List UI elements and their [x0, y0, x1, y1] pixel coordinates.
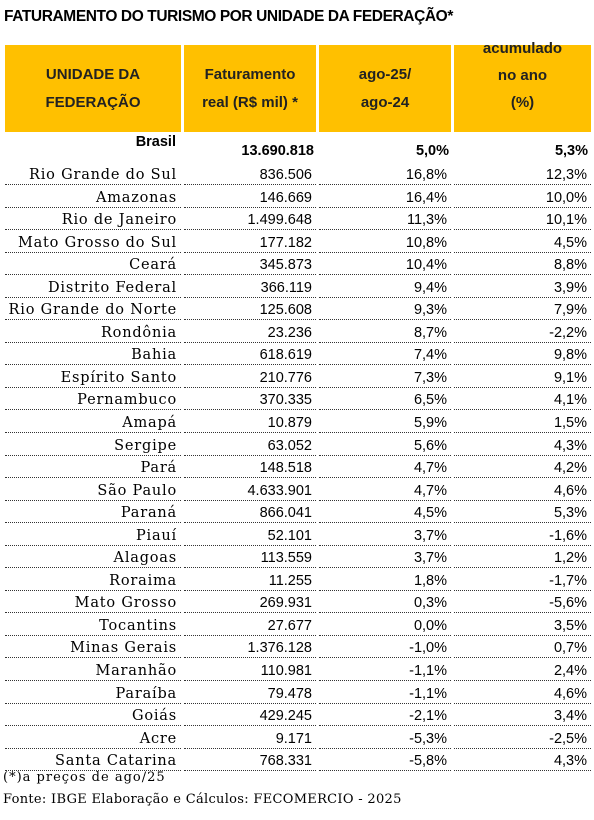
cell-acumulado: 8,8% [454, 254, 591, 275]
table-row [0, 660, 594, 683]
brasil-name: Brasil [135, 134, 176, 150]
table-row [0, 232, 594, 255]
cell-variacao: 6,5% [319, 389, 451, 410]
table-row [0, 502, 594, 525]
cell-acumulado: 4,3% [454, 435, 591, 456]
header-var-line1: ago-25/ [358, 65, 412, 83]
cell-faturamento: 1.499.648 [184, 209, 316, 230]
cell-faturamento: 27.677 [184, 615, 316, 636]
cell-acumulado: -2,5% [454, 728, 591, 749]
cell-unidade-federacao: Piauí [5, 525, 181, 546]
table-row [0, 457, 594, 480]
cell-variacao: 5,6% [319, 435, 451, 456]
table-row [0, 525, 594, 548]
header-uf-line1: UNIDADE DA [45, 65, 141, 83]
table-row [0, 412, 594, 435]
cell-variacao: 3,7% [319, 525, 451, 546]
cell-acumulado: 3,9% [454, 277, 591, 298]
table-row [0, 164, 594, 187]
cell-unidade-federacao: Sergipe [5, 435, 181, 456]
cell-unidade-federacao: Bahia [5, 344, 181, 365]
table-row [0, 299, 594, 322]
header-acum-line1: acumulado [482, 40, 563, 57]
cell-variacao: 9,4% [319, 277, 451, 298]
cell-faturamento: 52.101 [184, 525, 316, 546]
cell-unidade-federacao: Ceará [5, 254, 181, 275]
cell-acumulado: 4,1% [454, 389, 591, 410]
cell-acumulado: 2,4% [454, 660, 591, 681]
cell-variacao: 0,3% [319, 592, 451, 613]
cell-faturamento: 345.873 [184, 254, 316, 275]
header-acum-line2: no ano [497, 67, 548, 84]
cell-acumulado: -1,7% [454, 570, 591, 591]
footnote: (*)a preços de ago/25 [3, 770, 166, 785]
cell-faturamento: 4.633.901 [184, 480, 316, 501]
cell-unidade-federacao: Pará [5, 457, 181, 478]
cell-unidade-federacao: Roraima [5, 570, 181, 591]
table-row [0, 322, 594, 345]
table-row [0, 615, 594, 638]
cell-unidade-federacao: Espírito Santo [5, 367, 181, 388]
table-body [0, 164, 594, 773]
cell-unidade-federacao: Pernambuco [5, 389, 181, 410]
cell-variacao: 7,4% [319, 344, 451, 365]
table-row [0, 592, 594, 615]
cell-faturamento: 9.171 [184, 728, 316, 749]
cell-variacao: 4,7% [319, 457, 451, 478]
cell-acumulado: 10,1% [454, 209, 591, 230]
cell-variacao: 4,5% [319, 502, 451, 523]
cell-unidade-federacao: Acre [5, 728, 181, 749]
cell-acumulado: 1,2% [454, 547, 591, 568]
cell-acumulado: -2,2% [454, 322, 591, 343]
cell-faturamento: 63.052 [184, 435, 316, 456]
cell-acumulado: 1,5% [454, 412, 591, 433]
cell-variacao: 8,7% [319, 322, 451, 343]
cell-variacao: 1,8% [319, 570, 451, 591]
cell-acumulado: 12,3% [454, 164, 591, 185]
header-acumulado [454, 40, 591, 132]
cell-unidade-federacao: Rondônia [5, 322, 181, 343]
cell-faturamento: 866.041 [184, 502, 316, 523]
cell-faturamento: 23.236 [184, 322, 316, 343]
cell-faturamento: 110.981 [184, 660, 316, 681]
cell-faturamento: 836.506 [184, 164, 316, 185]
cell-acumulado: 10,0% [454, 187, 591, 208]
table-row [0, 187, 594, 210]
cell-acumulado: 4,3% [454, 750, 591, 771]
header-uf-line2: FEDERAÇÃO [45, 93, 141, 111]
cell-acumulado: 9,1% [454, 367, 591, 388]
table-row [0, 344, 594, 367]
cell-acumulado: 7,9% [454, 299, 591, 320]
cell-acumulado: -5,6% [454, 592, 591, 613]
cell-faturamento: 79.478 [184, 683, 316, 704]
cell-faturamento: 370.335 [184, 389, 316, 410]
cell-faturamento: 177.182 [184, 232, 316, 253]
header-fat-line1: Faturamento [204, 65, 296, 83]
cell-unidade-federacao: Mato Grosso do Sul [5, 232, 181, 253]
cell-unidade-federacao: Amazonas [5, 187, 181, 208]
cell-unidade-federacao: Amapá [5, 412, 181, 433]
cell-unidade-federacao: Tocantins [5, 615, 181, 636]
cell-unidade-federacao: Minas Gerais [5, 637, 181, 658]
cell-faturamento: 366.119 [184, 277, 316, 298]
cell-faturamento: 768.331 [184, 750, 316, 771]
cell-faturamento: 146.669 [184, 187, 316, 208]
cell-faturamento: 113.559 [184, 547, 316, 568]
cell-faturamento: 618.619 [184, 344, 316, 365]
cell-variacao: 16,8% [319, 164, 451, 185]
cell-acumulado: 4,5% [454, 232, 591, 253]
cell-variacao: -1,0% [319, 637, 451, 658]
cell-variacao: 7,3% [319, 367, 451, 388]
table-header [0, 40, 594, 132]
table-row [0, 389, 594, 412]
cell-variacao: -2,1% [319, 705, 451, 726]
cell-variacao: 4,7% [319, 480, 451, 501]
cell-acumulado: 4,2% [454, 457, 591, 478]
brasil-acumulado: 5,3% [554, 143, 588, 159]
cell-unidade-federacao: Santa Catarina [5, 750, 181, 771]
cell-faturamento: 125.608 [184, 299, 316, 320]
cell-unidade-federacao: Distrito Federal [5, 277, 181, 298]
cell-variacao: -1,1% [319, 683, 451, 704]
cell-faturamento: 1.376.128 [184, 637, 316, 658]
cell-unidade-federacao: Goiás [5, 705, 181, 726]
header-acum-line3: (%) [510, 94, 535, 111]
cell-acumulado: 3,5% [454, 615, 591, 636]
cell-unidade-federacao: Alagoas [5, 547, 181, 568]
cell-acumulado: 5,3% [454, 502, 591, 523]
header-var-line2: ago-24 [360, 93, 410, 111]
header-fat-line2: real (R$ mil) * [202, 93, 298, 111]
cell-unidade-federacao: Rio Grande do Norte [5, 299, 181, 320]
cell-variacao: 9,3% [319, 299, 451, 320]
cell-faturamento: 11.255 [184, 570, 316, 591]
cell-variacao: -5,3% [319, 728, 451, 749]
cell-acumulado: 4,6% [454, 480, 591, 501]
cell-faturamento: 148.518 [184, 457, 316, 478]
cell-unidade-federacao: Paraíba [5, 683, 181, 704]
table-row [0, 480, 594, 503]
table-row [0, 547, 594, 570]
source-note: Fonte: IBGE Elaboração e Cálculos: FECOMERCIO - 2025 [3, 792, 402, 807]
cell-variacao: -5,8% [319, 750, 451, 771]
cell-acumulado: 9,8% [454, 344, 591, 365]
cell-unidade-federacao: Rio de Janeiro [5, 209, 181, 230]
header-faturamento [184, 45, 316, 132]
cell-unidade-federacao: Paraná [5, 502, 181, 523]
cell-variacao: 10,4% [319, 254, 451, 275]
table-row [0, 367, 594, 390]
cell-unidade-federacao: São Paulo [5, 480, 181, 501]
cell-acumulado: 3,4% [454, 705, 591, 726]
header-variacao [319, 45, 451, 132]
table-row [0, 254, 594, 277]
cell-faturamento: 429.245 [184, 705, 316, 726]
table-row [0, 570, 594, 593]
cell-faturamento: 210.776 [184, 367, 316, 388]
table-row [0, 435, 594, 458]
header-unidade-federacao [5, 45, 181, 132]
cell-unidade-federacao: Maranhão [5, 660, 181, 681]
cell-variacao: 3,7% [319, 547, 451, 568]
cell-variacao: 10,8% [319, 232, 451, 253]
cell-variacao: 0,0% [319, 615, 451, 636]
table-row [0, 209, 594, 232]
brasil-variacao: 5,0% [415, 143, 449, 159]
cell-unidade-federacao: Rio Grande do Sul [5, 164, 181, 185]
cell-variacao: 16,4% [319, 187, 451, 208]
brasil-total-row [0, 132, 594, 164]
cell-variacao: 5,9% [319, 412, 451, 433]
cell-variacao: 11,3% [319, 209, 451, 230]
cell-faturamento: 10.879 [184, 412, 316, 433]
table-row [0, 637, 594, 660]
cell-acumulado: 4,6% [454, 683, 591, 704]
cell-variacao: -1,1% [319, 660, 451, 681]
cell-unidade-federacao: Mato Grosso [5, 592, 181, 613]
cell-faturamento: 269.931 [184, 592, 316, 613]
page-title: FATURAMENTO DO TURISMO POR UNIDADE DA FEDERAÇÃO* [4, 8, 453, 25]
cell-acumulado: 0,7% [454, 637, 591, 658]
table-row [0, 683, 594, 706]
brasil-faturamento: 13.690.818 [241, 143, 314, 159]
table-row [0, 705, 594, 728]
cell-acumulado: -1,6% [454, 525, 591, 546]
table-row [0, 728, 594, 751]
table-row [0, 277, 594, 300]
